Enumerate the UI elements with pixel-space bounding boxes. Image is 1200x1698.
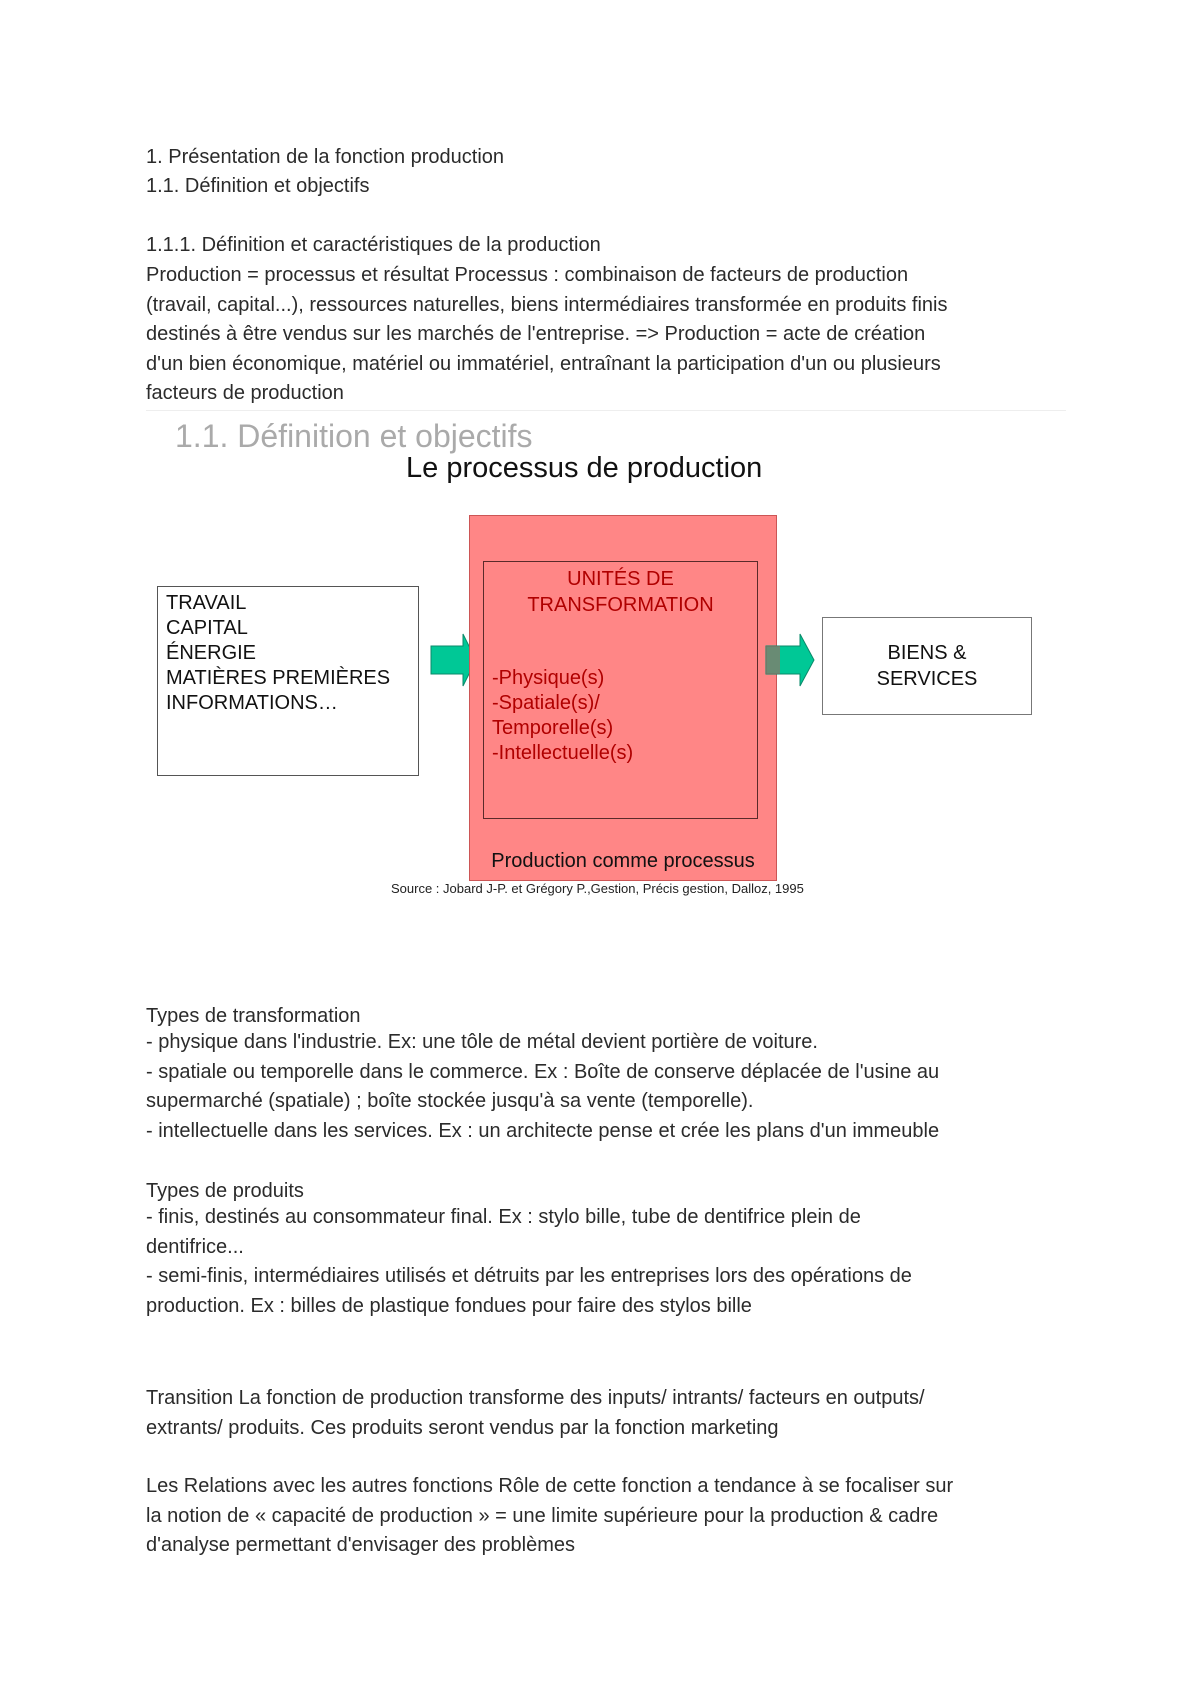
heading-section-1-1: 1.1. Définition et objectifs <box>146 175 370 197</box>
transformation-title: Types de transformation <box>146 1005 361 1027</box>
slide-divider <box>146 410 1066 411</box>
products-list: - finis, destinés au consommateur final. Ex : stylo bille, tube de dentifrice plein de dentifrice... - semi-finis, intermédiaires utilisés et détruits par les entreprises lors des opérations de production. Ex : billes de plastique fondues pour faire des stylos bille <box>146 1206 912 1317</box>
inputs-box <box>157 586 419 776</box>
transformation-list: - physique dans l'industrie. Ex: une tôle de métal devient portière de voiture. - spatiale ou temporelle dans le commerce. Ex : Boîte de conserve déplacée de l'usine au supermarché (spatiale) ; boîte stockée jusqu'à sa vente (temporelle). - intellectuelle dans les services. Ex : un architecte pense et crée les plans d'un immeuble <box>146 1031 940 1142</box>
outputs-box <box>822 617 1032 715</box>
relations-paragraph: Les Relations avec les autres fonctions Rôle de cette fonction a tendance à se focaliser sur la notion de « capacité de production » = une limite supérieure pour la production & cadre d'analyse permettant d'envisager des problèmes <box>146 1475 954 1556</box>
process-caption: Production comme processus <box>491 850 755 872</box>
output-arrow-icon <box>764 632 816 688</box>
slide-heading: 1.1. Définition et objectifs <box>175 418 533 454</box>
products-title: Types de produits <box>146 1180 304 1202</box>
inputs-list: TRAVAIL CAPITAL ÉNERGIE MATIÈRES PREMIÈRES INFORMATIONS… <box>166 592 391 714</box>
diagram-source: Source : Jobard J-P. et Grégory P.,Gestion, Précis gestion, Dalloz, 1995 <box>391 881 804 896</box>
outputs-label: BIENS & SERVICES <box>876 642 978 690</box>
transformation-units-box <box>483 561 758 819</box>
definition-paragraph: Production = processus et résultat Processus : combinaison de facteurs de production (travail, capital...), ressources naturelles, biens intermédiaires transformée en produits finis destinés à être vendus sur les marchés de l'entreprise. => Production = acte de création d'un bien économique, matériel ou immatériel, entraînant la participation d'un ou plusieurs facteurs de production <box>146 264 948 404</box>
heading-section-1: 1. Présentation de la fonction production <box>146 146 505 168</box>
transition-paragraph: Transition La fonction de production transforme des inputs/ intrants/ facteurs en outputs/ extrants/ produits. Ces produits seront vendus par la fonction marketing <box>146 1387 925 1439</box>
transformation-units-title: UNITÉS DE TRANSFORMATION <box>527 568 714 616</box>
production-process-diagram <box>146 410 1066 910</box>
diagram-title: Le processus de production <box>406 452 763 484</box>
transformation-types-list: -Physique(s) -Spatiale(s)/ Temporelle(s) -Intellectuelle(s) <box>492 667 634 764</box>
heading-section-1-1-1: 1.1.1. Définition et caractéristiques de la production <box>146 234 601 256</box>
